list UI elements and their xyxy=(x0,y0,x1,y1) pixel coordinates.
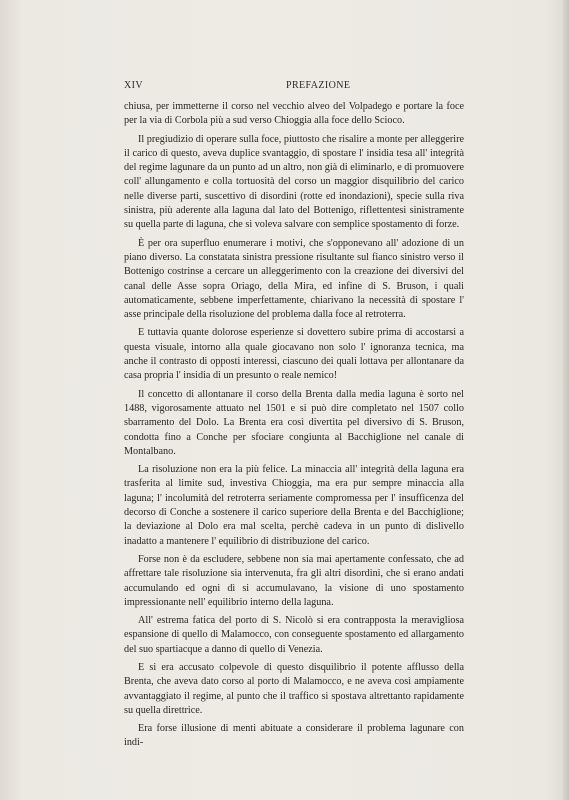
paragraph: Era forse illusione di menti abituate a considerare il problema lagunare con indi- xyxy=(124,723,464,749)
body-text xyxy=(124,100,464,755)
paragraph: È per ora superfluo enumerare i motivi, che s'opponevano all' adozione di un piano diverso. La constatata sinistra pressione risultante sul fianco sinistro verso il Bottenigo costrinse a cercare un alleggerimento con la creazione dei diversivi del canal delle Asse sopra Oriago, della Mira, ed infine di S. Bruson, i quali automaticamente, sebbene imperfettamente, chiarivano la necessità di spostare l' asse principale della risoluzione del problema dalla foce al retroterra. xyxy=(124,237,464,321)
paragraph: Il concetto di allontanare il corso della Brenta dalla media laguna è sorto nel 1488, vigorosamente attuato nel 1501 e si può dire completato nel 1507 collo sbarramento del Dolo. La Brenta era così divertita pel diversivo di S. Bruson, condotta fino a Conche per sfociare congiunta al Bacchiglione nel canale di Montalbano. xyxy=(124,388,464,457)
running-title: PREFAZIONE xyxy=(286,80,351,91)
paragraph: Forse non è da escludere, sebbene non sia mai apertamente confessato, che ad affrettare tale risoluzione sia intervenuta, fra gli altri disordini, che si erano andati accumulando ed ogni dì si accumulavano, la visione di uno spostamento impressionante nell' equilibrio interno della laguna. xyxy=(124,553,464,608)
page-gutter-shadow xyxy=(563,0,569,800)
paragraph: Il pregiudizio di operare sulla foce, piuttosto che risalire a monte per alleggerire il carico di questo, aveva duplice svantaggio, di spostare l' insidia tesa all' integrità del regime lagunare da un punto ad un altro, non già di eliminarlo, e di promuovere coll' allungamento e colla tortuosità del corso un maggior disquilibrio del carico nelle diverse parti, suscettivo di disordini (rotte ed inondazioni), specie sulla riva sinistra, più aderente alla laguna dal lato del Bottenigo, riflettentesi sinistramente su quella parte di laguna, che si voleva salvare con semplice spostamento di forze. xyxy=(124,133,464,231)
page-number: XIV xyxy=(124,80,143,91)
paragraph: E si era accusato colpevole di questo disquilibrio il potente afflusso della Brenta, che aveva dato corso al porto di Malamocco, e ne aveva così ampiamente avvantaggiato il regime, al punto che il traffico si spostava altrettanto rapidamente su quella direttrice. xyxy=(124,661,464,716)
paragraph: E tuttavia quante dolorose esperienze si dovettero subire prima di accostarsi a questa visuale, intorno alla quale giocavano non solo l' ignoranza tecnica, ma anche il contrasto di opposti interessi, ciascuno dei quali lottava per allontanare da casa propria l' insidia di un presunto o reale nemico! xyxy=(124,327,464,382)
paragraph: All' estrema fatica del porto di S. Nicolò si era contrapposta la meravigliosa espansione di quello di Malamocco, con conseguente spostamento ed allargamento del suo spartiacque a danno di quello di Venezia. xyxy=(124,615,464,655)
paragraph-continuation: chiusa, per immetterne il corso nel vecchio alveo del Volpadego e portare la foce per la via di Corbola più a sud verso Chioggia alla foce dello Scioco. xyxy=(124,101,464,127)
paragraph: La risoluzione non era la più felice. La minaccia all' integrità della laguna era trasferita al limite sud, investiva Chioggia, ma era pur sempre minaccia alla laguna; l' incolumità del retroterra seriamente compromessa per l' insufficenza del decorso di Conche a sostenere il carico superiore della Brenta e del Bacchiglione; la deviazione al Dolo era mal scelta, perchè cadeva in un punto di dislivello inadatto a mantenere l' equilibrio di distribuzione del carico. xyxy=(124,464,464,547)
